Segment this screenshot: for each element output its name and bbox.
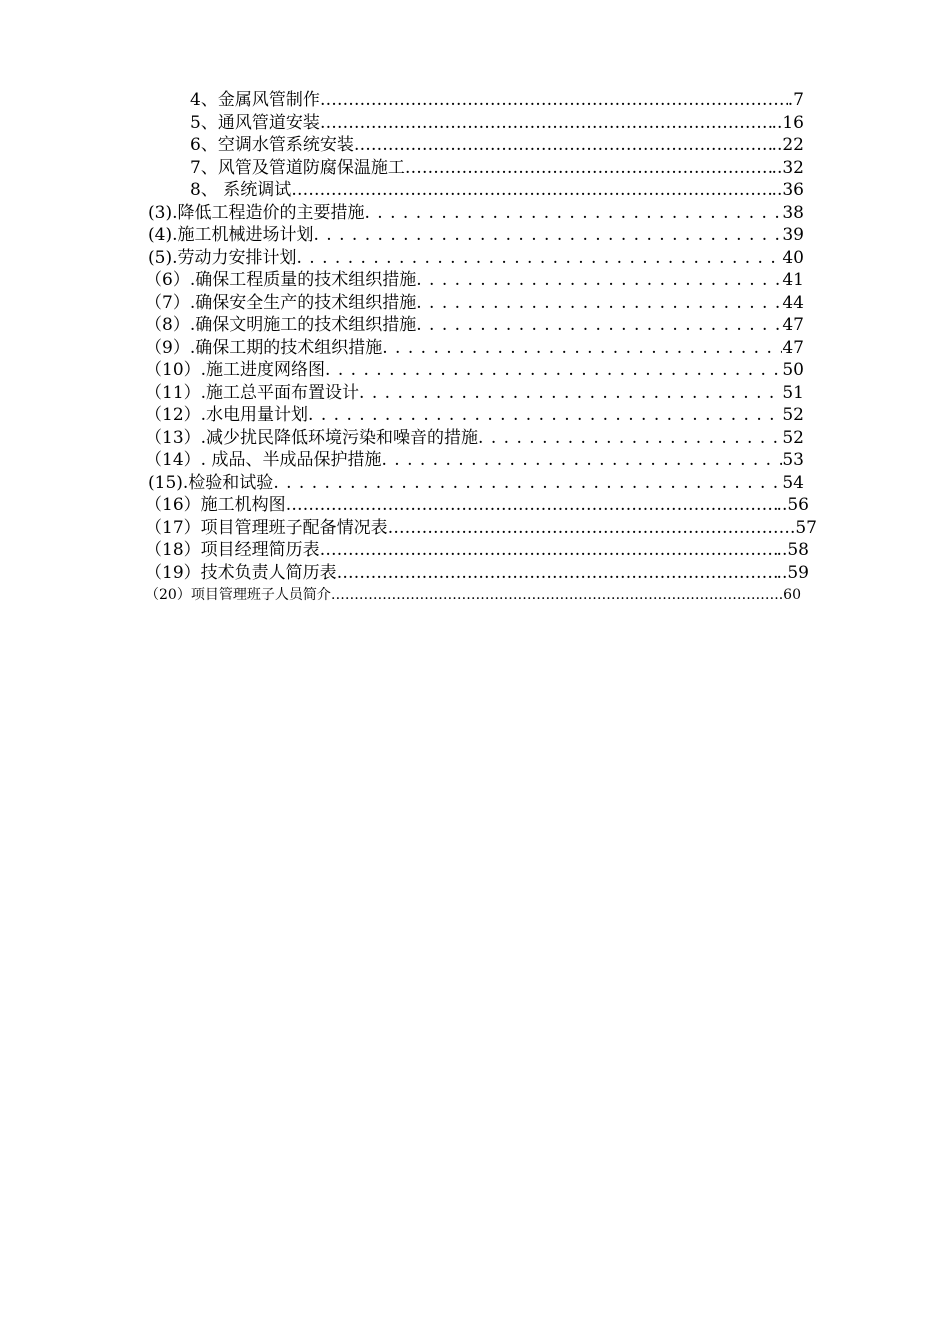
toc-entry-label: （7）.确保安全生产的技术组织措施: [145, 293, 417, 313]
toc-entry-label: （8）.确保文明施工的技术组织措施: [145, 315, 417, 335]
toc-leader: [286, 494, 777, 516]
toc-entry-label: （11）.施工总平面布置设计: [145, 383, 360, 403]
toc-entry-label: 6、空调水管系统安装: [190, 135, 354, 155]
toc-leader: [416, 314, 782, 336]
toc-entry[interactable]: [145, 269, 804, 291]
toc-entry-label: （12）.水电用量计划: [145, 405, 309, 425]
toc-entry-page: 39: [782, 225, 804, 245]
toc-leader: [478, 427, 782, 449]
toc-leader: [354, 134, 772, 156]
toc-leader: [273, 472, 782, 494]
toc-entry-page: 47: [782, 315, 804, 335]
toc-leader: [325, 359, 782, 381]
toc-entry-page: ..56: [776, 495, 809, 515]
toc-leader: [382, 337, 782, 359]
toc-entry[interactable]: [190, 179, 804, 201]
toc-entry-page: 51: [782, 383, 804, 403]
toc-entry[interactable]: [145, 292, 804, 314]
toc-leader: [308, 404, 782, 426]
toc-entry-page: ..59: [776, 563, 809, 583]
toc-entry-label: (4).施工机械进场计划: [148, 225, 314, 245]
toc-leader: [337, 562, 777, 584]
toc-entry[interactable]: [145, 404, 804, 426]
toc-leader: [359, 382, 782, 404]
toc-entry-page: 40: [782, 248, 804, 268]
toc-entry[interactable]: [145, 562, 809, 584]
toc-entry-label: (15).检验和试验: [148, 473, 274, 493]
toc-entry[interactable]: [148, 247, 804, 269]
toc-entry-page: ..60: [774, 587, 801, 603]
toc-entry-page: 52: [782, 405, 804, 425]
toc-entry-page: 38: [782, 203, 804, 223]
toc-entry-page: 41: [782, 270, 804, 290]
toc-entry[interactable]: [148, 202, 804, 224]
toc-leader: [291, 179, 771, 201]
toc-entry[interactable]: [145, 539, 809, 561]
toc-entry-label: (5).劳动力安排计划: [148, 248, 297, 268]
toc-entry-label: (3).降低工程造价的主要措施: [148, 203, 365, 223]
toc-leader: [313, 224, 782, 246]
toc-entry[interactable]: [190, 89, 804, 111]
toc-entry-label: （13）.减少扰民降低环境污染和噪音的措施: [145, 428, 479, 448]
toc-entry[interactable]: [145, 427, 804, 449]
toc-entry-page: ..16: [771, 113, 804, 133]
toc-entry-page: 44: [782, 293, 804, 313]
toc-entry-label: （20）项目管理班子人员简介: [145, 587, 331, 603]
toc-entry[interactable]: [190, 157, 804, 179]
toc-leader: [331, 584, 774, 606]
toc-entry-label: （17）项目管理班子配备情况表: [145, 518, 388, 538]
toc-entry[interactable]: [145, 449, 804, 471]
toc-entry-page: .57: [789, 518, 817, 538]
toc-leader: [296, 247, 782, 269]
toc-entry-page: 53: [782, 450, 804, 470]
toc-entry[interactable]: [148, 224, 804, 246]
toc-entry[interactable]: [145, 382, 804, 404]
toc-entry-label: （16）施工机构图: [145, 495, 286, 515]
toc-entry[interactable]: [145, 337, 804, 359]
toc-entry[interactable]: [148, 472, 804, 494]
toc-leader: [405, 157, 772, 179]
toc-entry[interactable]: [190, 112, 804, 134]
toc-entry-label: （10）.施工进度网络图: [145, 360, 326, 380]
toc-entry-label: （19）技术负责人简历表: [145, 563, 337, 583]
toc-entry[interactable]: [145, 359, 804, 381]
toc-entry-label: （6）.确保工程质量的技术组织措施: [145, 270, 417, 290]
toc-entry-page: ..22: [771, 135, 804, 155]
toc-entry-label: （9）.确保工期的技术组织措施: [145, 338, 383, 358]
toc-entry-page: 50: [782, 360, 804, 380]
toc-leader: [320, 112, 772, 134]
toc-entry-page: 52: [782, 428, 804, 448]
toc-leader: [320, 539, 777, 561]
toc-entry[interactable]: [145, 584, 801, 606]
toc-entry[interactable]: [145, 494, 809, 516]
toc-entry-label: 8、 系统调试: [190, 180, 292, 200]
toc-entry-page: 54: [782, 473, 804, 493]
toc-entry[interactable]: [145, 517, 817, 539]
toc-leader: [364, 202, 782, 224]
toc-entry-label: 7、风管及管道防腐保温施工: [190, 158, 405, 178]
toc-leader: [381, 449, 782, 471]
toc-leader: [416, 269, 782, 291]
toc-entry-page: ..32: [771, 158, 804, 178]
toc-entry-label: （18）项目经理简历表: [145, 540, 320, 560]
toc-leader: [416, 292, 782, 314]
toc-entry[interactable]: [145, 314, 804, 336]
toc-entry-label: （14）. 成品、半成品保护措施: [145, 450, 382, 470]
toc-entry-label: 5、通风管道安装: [190, 113, 320, 133]
toc-entry-page: ..58: [776, 540, 809, 560]
toc-entry-label: 4、金属风管制作: [190, 90, 320, 110]
toc-entry[interactable]: [190, 134, 804, 156]
toc-entry-page: ..36: [771, 180, 804, 200]
toc-entry-page: 47: [782, 338, 804, 358]
toc-leader: [388, 517, 790, 539]
toc-leader: [320, 89, 788, 111]
toc-entry-page: .7: [787, 90, 804, 110]
